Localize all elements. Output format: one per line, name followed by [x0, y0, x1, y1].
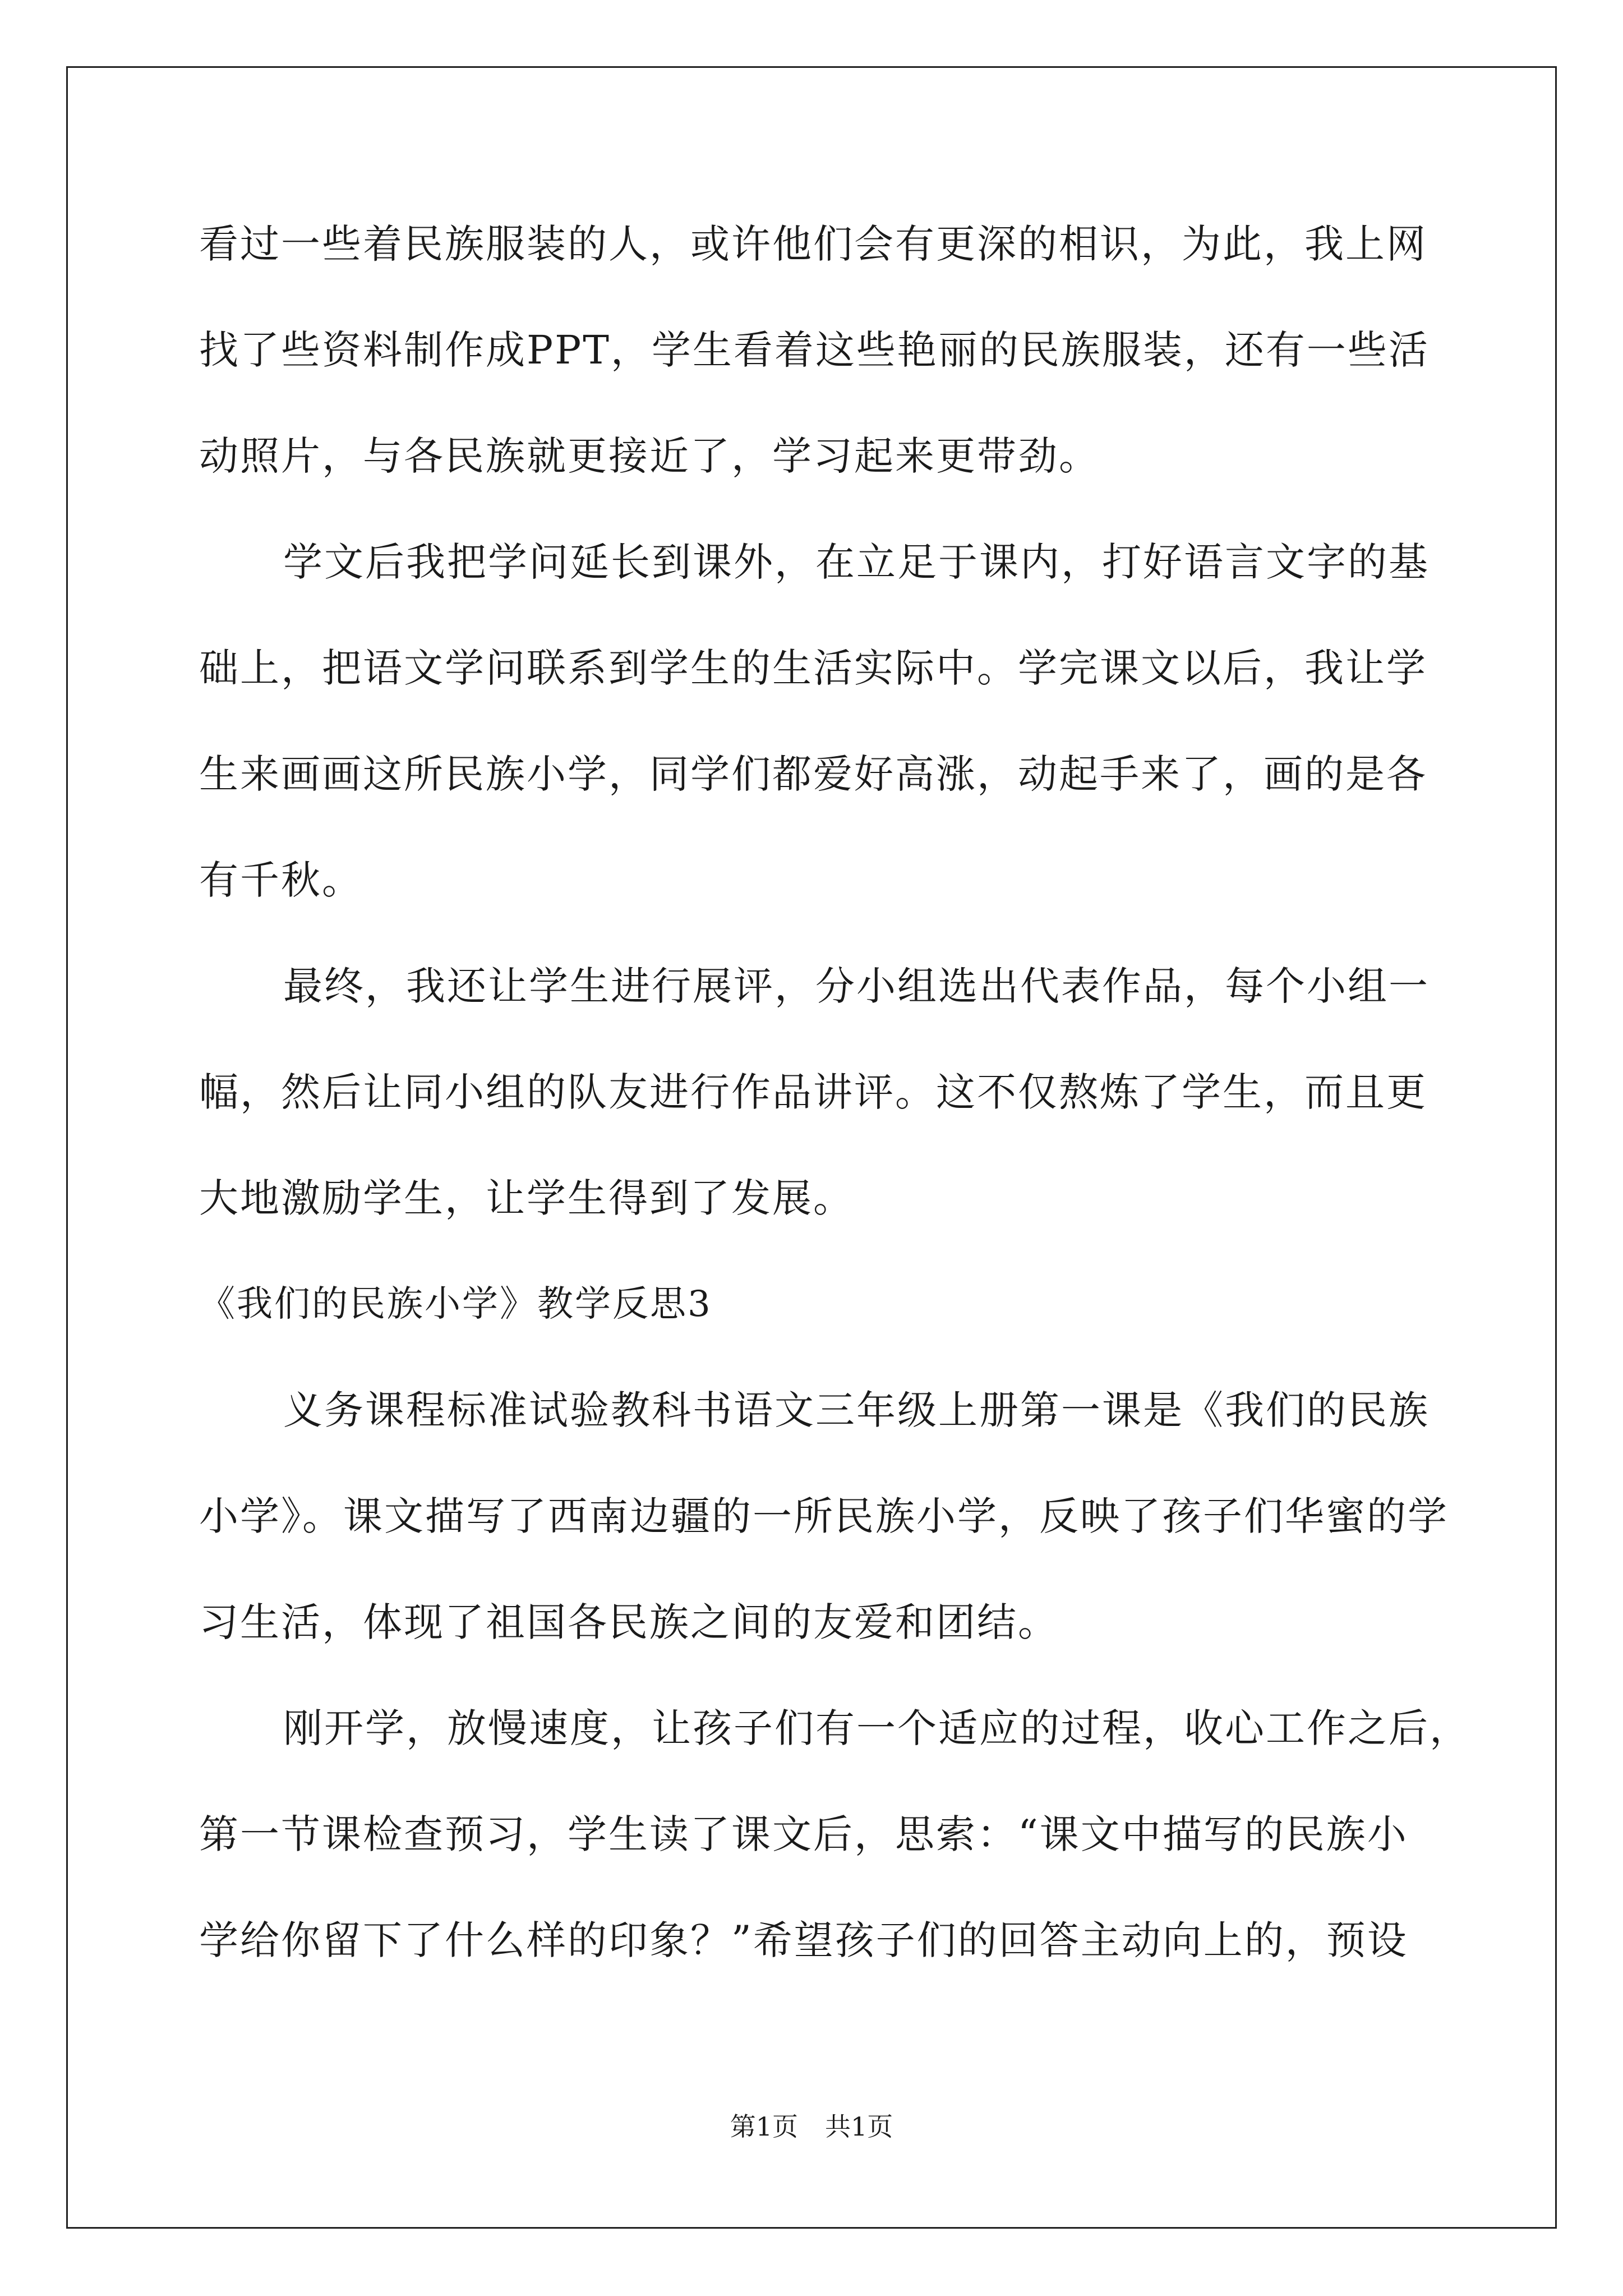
- text-line: 看过一些着民族服装的人，或许他们会有更深的相识，为此，我上网: [199, 221, 1427, 267]
- text-line: 最终，我还让学生进行展评，分小组选出代表作品，每个小组一: [283, 963, 1430, 1009]
- text-line: 学文后我把学问延长到课外，在立足于课内，打好语言文字的基: [283, 539, 1430, 585]
- text-line: 础上，把语文学问联系到学生的生活实际中。学完课文以后，我让学: [199, 645, 1427, 691]
- text-line: 动照片，与各民族就更接近了，学习起来更带劲。: [199, 433, 1100, 479]
- text-line: 找了些资料制作成PPT，学生看着这些艳丽的民族服装，还有一些活: [199, 327, 1430, 373]
- text-line: 学给你留下了什么样的印象？”希望孩子们的回答主动向上的，预设: [199, 1917, 1408, 1963]
- text-line: 刚开学，放慢速度，让孩子们有一个适应的过程，收心工作之后，: [283, 1705, 1470, 1751]
- text-line: 小学》。课文描写了西南边疆的一所民族小学，反映了孩子们华蜜的学: [199, 1493, 1449, 1539]
- text-line: 第一节课检查预习，学生读了课文后，思索：“课文中描写的民族小: [199, 1811, 1408, 1857]
- text-line: 幅，然后让同小组的队友进行作品讲评。这不仅熬炼了学生，而且更: [199, 1069, 1427, 1115]
- text-line: 生来画画这所民族小学，同学们都爱好高涨，动起手来了，画的是各: [199, 751, 1427, 797]
- text-line: 有千秋。: [199, 857, 363, 903]
- text-line: 大地激励学生，让学生得到了发展。: [199, 1175, 854, 1221]
- page-number: 第1页: [730, 2111, 798, 2142]
- document-body: [199, 221, 1470, 2027]
- section-heading: 《我们的民族小学》教学反思3: [199, 1283, 712, 1325]
- page-footer: [0, 2111, 1623, 2142]
- text-line: 习生活，体现了祖国各民族之间的友爱和团结。: [199, 1599, 1059, 1645]
- page-total: 共1页: [825, 2111, 893, 2142]
- text-line: 义务课程标准试验教科书语文三年级上册第一课是《我们的民族: [283, 1387, 1430, 1433]
